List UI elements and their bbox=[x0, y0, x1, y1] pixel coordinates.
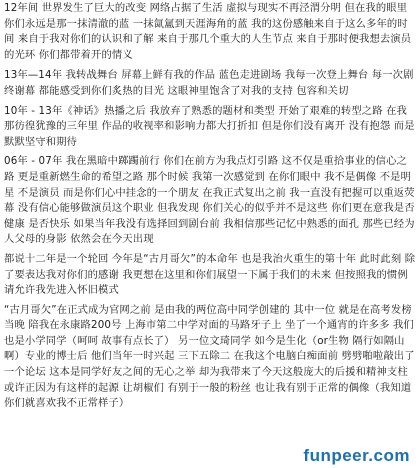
site-watermark: funpeer.com bbox=[297, 445, 416, 467]
paragraph-changes-of-twelve-years: 12年间 世界发生了巨大的改变 网络占据了生活 虚拟与现实不再泾渭分明 但在我的眼里 你们永远是那一抹清澈的蓝 一抹氤氲到天涯海角的蓝 我的这份感触来自于这么多年的时间 来自于我对你们的认识和了解 来自于那几个重大的人生节点 来自于那时便我想去演员的光环 你们都带着开的情义 bbox=[4, 2, 412, 61]
paragraph-comeback-years: 06年 - 07年 我在黑暗中踯躅前行 你们在前方为我点灯引路 这不仅是重拾事业的信心之路 更是重新燃生命的希望之路 那个时候 我第一次感觉到 在你们眼中 我不是偶像 不是明星 不是演员 而是你们心中挂念的一个朋友 在我正式复出之前 我一直没有把握可以重返荧幕 没有信心能够做演员这个职业 但我发现 你们关心的似乎并不是这些 你们更在意我是否健康 是否快乐 如果当年我没有选择回到剧台前 我相信那些记忆中熟悉的面孔 那些已经为人父母的身影 依然会在今天出现 bbox=[4, 155, 415, 246]
paragraph-twelve-year-cycle: 都说十二年是一个轮回 今年是“古月哥欠”的本命年 也是我治火重生的第十年 此时此刻 除了要表达我对你们的感谢 我更想在这里和你们展望一下属于我们的未来 但按照我的惯例 请允许我先进入怀旧模式 bbox=[4, 252, 416, 297]
paragraph-forum-origin: “古月哥欠”在正式成为官网之前 是由我的两位高中同学创建的 其中一位 就是在高考发榜当晚 陪我在永康路200号 上海市第二中学对面的马路牙子上 坐了一个通宵的许多多 我们也是小学同学（呵呵 故事有点长了） 另一位文琦同学 如今是生化（or生物 隔行如隔山啊）专业的博士后 他们当年一时兴起 三下五除二 在我这个电脑白痴面前 劈劈啪啦敲出了一个论坛 这本是同学好友之间的无心之举 却为我带来了今天这般庞大的后援和精神支柱 或许正因为有这样的起源 让胡椒们 有别于一般的粉丝 也让我有别于正常的偶像（我知道你们就喜欢我不正常样子） bbox=[4, 303, 415, 410]
paragraph-transition-years: 10年 - 13年《神话》热播之后 我放弃了熟悉的题材和类型 开始了艰难的转型之路 在我那彷徨犹豫的三年里 作品的收视率和影响力都大打折扣 但是你们没有离开 没有抱怨 而是默默坚守和期待 bbox=[4, 104, 415, 148]
paragraph-stage-years: 13年—14年 我转战舞台 屏幕上鲜有我的作品 蓝色走进剧场 我每一次登上舞台 每一次剧终谢幕 都能感受到你们炙热的目光 这眼神里饱含了对我的支持 包容和关切 bbox=[4, 69, 414, 97]
